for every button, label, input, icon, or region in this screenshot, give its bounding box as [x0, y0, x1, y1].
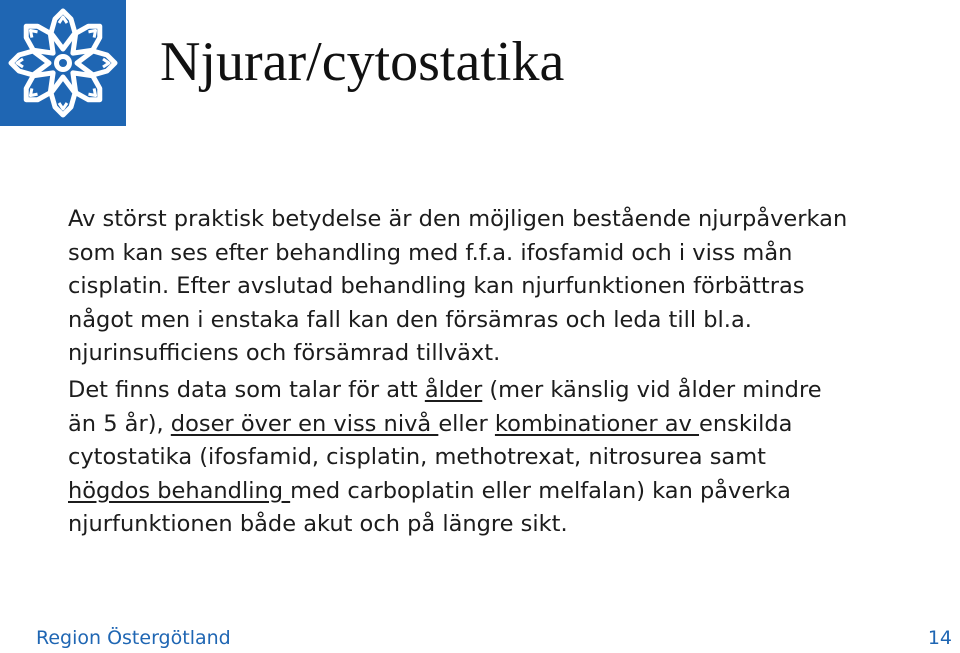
slide-title: Njurar/cytostatika [160, 31, 565, 93]
text-line: cisplatin. Efter avslutad behandling kan njurfunktionen förbättras [68, 273, 805, 300]
text-run: enskilda [699, 410, 793, 437]
text-line [68, 475, 928, 509]
underlined-combinations: kombinationer av [494, 410, 700, 437]
text-run: än 5 år), [68, 410, 171, 437]
footer-organization: Region Östergötland [36, 627, 231, 649]
text-line: njurinsufficiens och försämrad tillväxt. [68, 340, 501, 367]
page-number: 14 [927, 627, 952, 649]
region-logo [0, 0, 126, 126]
underlined-age: ålder [424, 377, 483, 403]
flower-icon [0, 0, 126, 126]
text-line: som kan ses efter behandling med f.f.a. ifosfamid och i viss mån [68, 239, 793, 266]
text-line: njurfunktionen både akut och på längre sikt. [68, 511, 568, 538]
text-line [68, 374, 928, 408]
text-run: (mer känslig vid ålder mindre [482, 377, 822, 403]
underlined-high-dose: högdos behandling [68, 477, 291, 504]
text-line [68, 408, 928, 442]
text-line: något men i enstaka fall kan den försämras och leda till bl.a. [68, 306, 752, 333]
paragraph-kidney-effects [68, 203, 928, 371]
text-run: med carboplatin eller melfalan) kan påverka [290, 477, 791, 504]
text-line: cytostatika (ifosfamid, cisplatin, methotrexat, nitrosurea samt [68, 444, 766, 471]
paragraph-risk-factors [68, 374, 928, 542]
text-run: Det finns data som talar för att [68, 377, 425, 403]
text-line: Av störst praktisk betydelse är den möjligen bestående njurpåverkan [68, 206, 848, 232]
text-run: eller [438, 410, 495, 437]
underlined-doses: doser över en viss nivå [170, 410, 439, 437]
